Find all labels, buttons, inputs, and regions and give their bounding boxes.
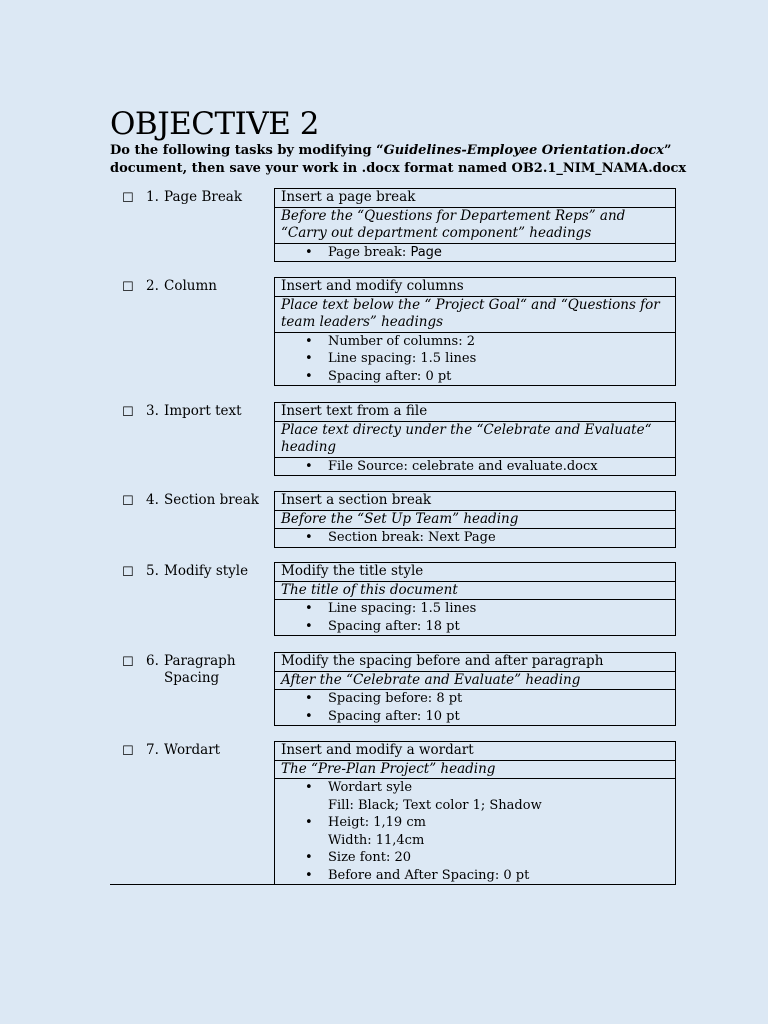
source-filename: Guidelines-Employee Orientation.docx [383,143,665,158]
bullet-item: • Page break: Page [275,244,669,262]
bullet-item-continued: Fill: Black; Text color 1; Shadow [328,797,542,813]
bullet-item: • Spacing after: 0 pt [275,368,669,386]
bullet-item: • Heigt: 1,19 cm [275,814,669,832]
checkbox[interactable]: ☐ [122,280,134,295]
instructions-text: ” [664,143,672,158]
task-number: 3. [146,403,159,419]
task-label: Paragraph Spacing [164,653,236,686]
task-description: Before the “Questions for Departement Reps” and “Carry out department component” headings [275,208,675,244]
task-description: Place text below the “ Project Goal“ and “Questions for team leaders” headings [275,297,675,333]
bullet-item: • Section break: Next Page [275,529,669,547]
task-3 [110,402,676,476]
checkbox[interactable]: ☐ [122,655,134,670]
task-description: After the “Celebrate and Evaluate” heading [275,672,675,691]
task-heading: Insert a page break [275,189,675,208]
task-6 [110,652,676,726]
page-title: OBJECTIVE 2 [110,106,319,142]
instructions [110,142,690,178]
task-number: 6. [146,653,159,669]
bullet-item-continued: Width: 11,4cm [328,832,425,848]
task-number: 4. [146,492,159,508]
task-description: The “Pre-Plan Project” heading [275,761,675,780]
instructions-text: Do the following tasks by modifying “ [110,143,384,158]
checkbox[interactable]: ☐ [122,744,134,759]
bullet-item: • Wordart syle [275,779,669,797]
bullet-item: • Size font: 20 [275,849,669,867]
task-1 [110,188,676,262]
task-heading: Insert and modify columns [275,278,675,297]
task-description: Place text directy under the “Celebrate and Evaluate“ heading [275,422,675,458]
task-heading: Insert text from a file [275,403,675,422]
checkbox[interactable]: ☐ [122,494,134,509]
task-heading: Modify the spacing before and after paragraph [275,653,675,672]
task-2 [110,277,676,386]
bullet-item: • Before and After Spacing: 0 pt [275,867,669,885]
bullet-item: • File Source: celebrate and evaluate.docx [275,458,669,476]
task-number: 5. [146,563,159,579]
instructions-line-2: document, then save your work in .docx format named OB2.1_NIM_NAMA.docx [110,161,687,176]
task-number: 1. [146,189,159,205]
task-number: 2. [146,278,159,294]
task-label: Section break [164,492,259,508]
task-label: Modify style [164,563,249,579]
bullet-item: • Number of columns: 2 [275,333,669,351]
task-7 [110,741,676,885]
task-label: Column [164,278,217,294]
task-number: 7. [146,742,159,758]
bullet-item: • Spacing after: 10 pt [275,708,669,726]
bullet-item: • Spacing before: 8 pt [275,690,669,708]
task-4 [110,491,676,548]
checkbox[interactable]: ☐ [122,405,134,420]
task-description: Before the “Set Up Team” heading [275,511,675,530]
bullet-item: • Line spacing: 1.5 lines [275,600,669,618]
bullet-item: • Spacing after: 18 pt [275,618,669,636]
instructions-line-1 [110,142,690,160]
checkbox[interactable]: ☐ [122,191,134,206]
task-label: Page Break [164,189,243,205]
task-label: Import text [164,403,242,419]
task-5 [110,562,676,636]
task-heading: Modify the title style [275,563,675,582]
task-heading: Insert a section break [275,492,675,511]
task-description: The title of this document [275,582,675,601]
task-label: Wordart [164,742,221,758]
task-heading: Insert and modify a wordart [275,742,675,761]
checkbox[interactable]: ☐ [122,565,134,580]
bullet-item: • Line spacing: 1.5 lines [275,350,669,368]
